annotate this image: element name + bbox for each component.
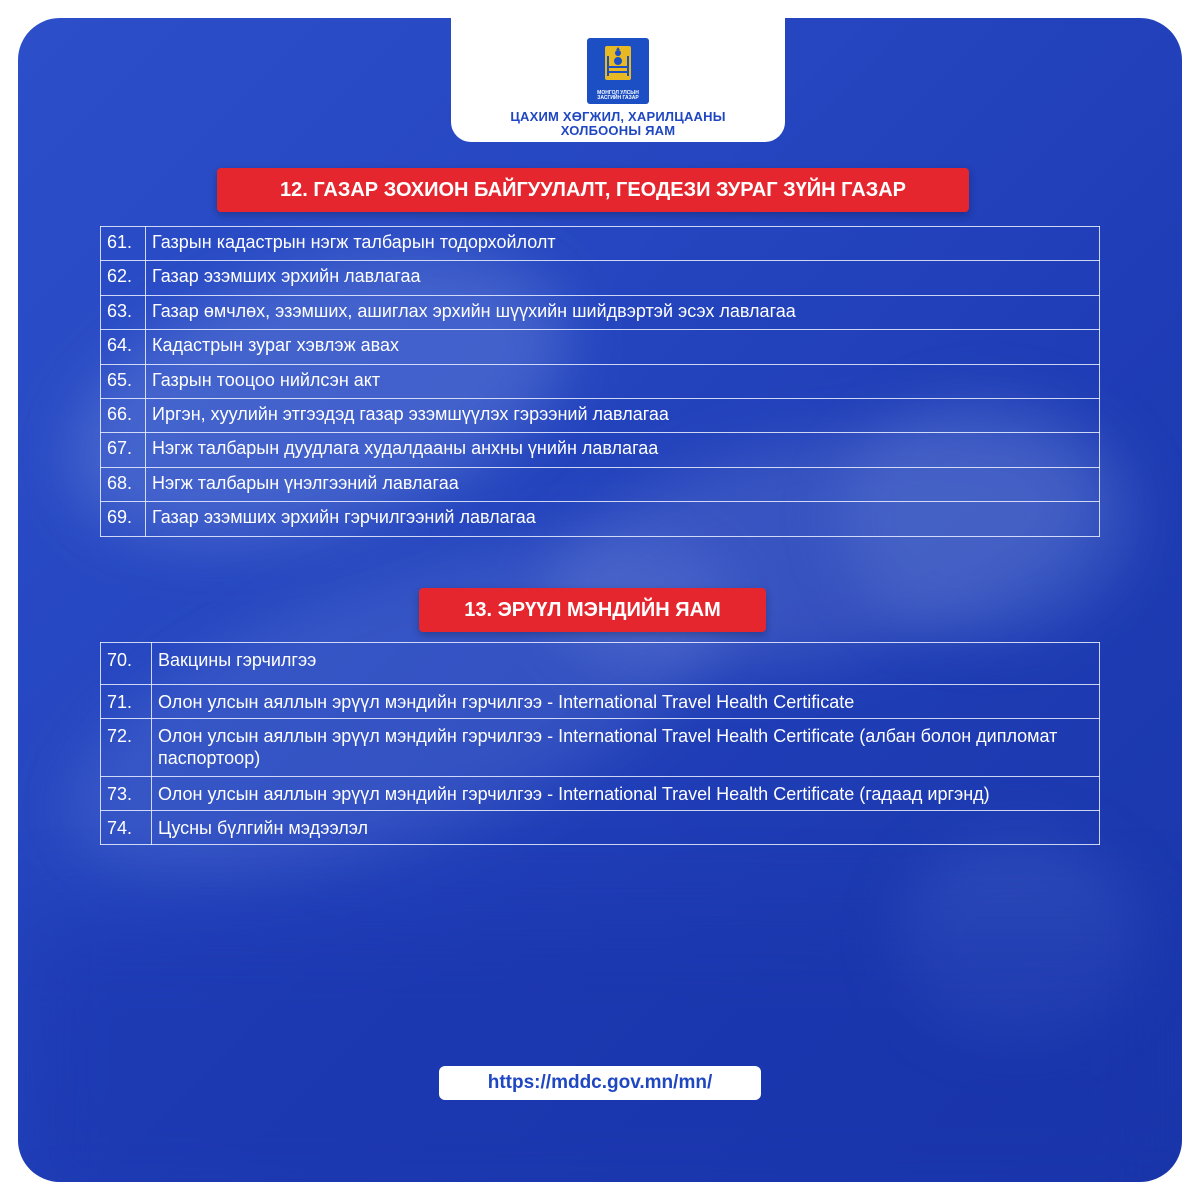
table-row — [101, 398, 1100, 432]
header-logo-box — [451, 18, 785, 142]
service-name: Олон улсын аяллын эрүүл мэндийн гэрчилгээ - International Travel Health Certificate (гадаад иргэнд) — [152, 777, 1100, 811]
table-row — [101, 467, 1100, 501]
service-name: Газар эзэмших эрхийн гэрчилгээний лавлагаа — [146, 502, 1100, 536]
row-number: 71. — [101, 685, 152, 719]
ministry-name-line1: ЦАХИМ ХӨГЖИЛ, ХАРИЛЦААНЫ — [510, 109, 726, 124]
row-number: 62. — [101, 261, 146, 295]
table-row — [101, 777, 1100, 811]
service-name: Нэгж талбарын дуудлага худалдааны анхны үнийн лавлагаа — [146, 433, 1100, 467]
table-row — [101, 364, 1100, 398]
ministry-name-line2: ХОЛБООНЫ ЯАМ — [560, 123, 676, 138]
service-name: Газрын кадастрын нэгж талбарын тодорхойлолт — [146, 227, 1100, 261]
section-12-table — [100, 226, 1100, 537]
row-number: 63. — [101, 295, 146, 329]
service-name: Олон улсын аяллын эрүүл мэндийн гэрчилгээ - International Travel Health Certificate (албан болон дипломат паспортоор) — [152, 719, 1100, 777]
soyombo-icon — [603, 44, 633, 84]
section-13-table — [100, 642, 1100, 845]
row-number: 65. — [101, 364, 146, 398]
table-row — [101, 330, 1100, 364]
service-name: Вакцины гэрчилгээ — [152, 643, 1100, 685]
service-name: Газар эзэмших эрхийн лавлагаа — [146, 261, 1100, 295]
row-number: 67. — [101, 433, 146, 467]
service-name: Олон улсын аяллын эрүүл мэндийн гэрчилгээ - International Travel Health Certificate — [152, 685, 1100, 719]
government-emblem-icon — [587, 38, 649, 104]
table-row — [101, 685, 1100, 719]
table-row — [101, 502, 1100, 536]
website-url-link[interactable]: https://mddc.gov.mn/mn/ — [439, 1066, 761, 1100]
service-name: Газар өмчлөх, эзэмших, ашиглах эрхийн шүүхийн шийдвэртэй эсэх лавлагаа — [146, 295, 1100, 329]
row-number: 61. — [101, 227, 146, 261]
table-row — [101, 227, 1100, 261]
section-12-banner: 12. ГАЗАР ЗОХИОН БАЙГУУЛАЛТ, ГЕОДЕЗИ ЗУРАГ ЗҮЙН ГАЗАР — [217, 168, 969, 212]
table-row — [101, 719, 1100, 777]
table-row — [101, 433, 1100, 467]
service-name: Цусны бүлгийн мэдээлэл — [152, 811, 1100, 845]
background-photo-shape — [18, 918, 1182, 1182]
table-row — [101, 811, 1100, 845]
table-row — [101, 295, 1100, 329]
service-name: Иргэн, хуулийн этгээдэд газар эзэмшүүлэх гэрээний лавлагаа — [146, 398, 1100, 432]
emblem-caption-line1: МОНГОЛ УЛСЫН — [597, 90, 639, 96]
poster-card — [18, 18, 1182, 1182]
row-number: 72. — [101, 719, 152, 777]
row-number: 69. — [101, 502, 146, 536]
table-row — [101, 261, 1100, 295]
service-name: Газрын тооцоо нийлсэн акт — [146, 364, 1100, 398]
row-number: 66. — [101, 398, 146, 432]
ministry-name — [510, 110, 725, 138]
emblem-caption-line2: ЗАСГИЙН ГАЗАР — [597, 95, 639, 101]
table-row — [101, 643, 1100, 685]
row-number: 68. — [101, 467, 146, 501]
row-number: 70. — [101, 643, 152, 685]
section-13-banner: 13. ЭРҮҮЛ МЭНДИЙН ЯАМ — [419, 588, 766, 632]
row-number: 64. — [101, 330, 146, 364]
row-number: 74. — [101, 811, 152, 845]
emblem-caption — [587, 91, 649, 101]
service-name: Нэгж талбарын үнэлгээний лавлагаа — [146, 467, 1100, 501]
service-name: Кадастрын зураг хэвлэж авах — [146, 330, 1100, 364]
row-number: 73. — [101, 777, 152, 811]
